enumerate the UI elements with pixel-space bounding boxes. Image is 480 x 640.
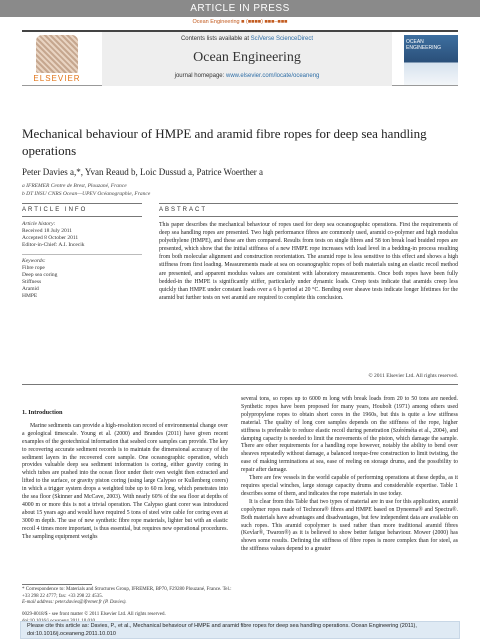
body-paragraph: Marine sediments can provide a high-resolution record of environmental change over a geological timescale. Young et al. (2000) and Brandes (2011) have given recent examples of the geotechnical information that seabed core samples can provide. The key to recovering accurate sediment records is to maintain the dimensional accuracy of the sediment layers in the recovered core sample. One oceanographic operation, which provides valuable deep sea sediment information is coring, either gravity coring in which tubes are pushed into the ocean floor under their own weight then extracted and lifted to the surface, or gravity piston coring (using large Calypso or Kullenberg corers) in which a trigger system drops a weighted tube up to 60 m long, which penetrates into the sea floor (Skinner and McCave, 2003). With nearly 60% of the sea floor at depths of 4000 m or more this is not a trivial operation. The Calypso giant corer was introduced about 15 years ago and would have required 5 tons of steel wire cable for coring even at 3000 m depth. The use of new synthetic fibre rope materials, lighter but with an elastic recoil 4 times more important, is thus essential, but requires new operational procedures. The sampling equipment weighs [22, 422, 228, 540]
body-paragraph: several tons, so ropes up to 6000 m long with break loads from 20 to 50 tons are needed. Synthetic ropes have been proposed for many years, Houbolt (1971) among others used polypropylene ropes to obtain short cores in the 1960s, but this is quite a low stiffness material. The quality of long core samples depends on the stiffness of the rope, higher stiffness is preferable to reduce elastic recoil during penetration (Széréméta et al., 2004), and damping capacity is needed to limit the movements of the piston, which damage the sample. There are other requirements for a handling rope however, notably the ability to bend over sheaves repeatedly without damage, a balanced torque-free construction to limit twisting, the ease of making terminations at sea, ease of reeling on storage drums, and the possibility to repair after damage. [241, 396, 458, 474]
accepted-date: Accepted 8 October 2011 [22, 235, 79, 241]
keyword: Stiffness [22, 279, 42, 285]
right-column [241, 396, 458, 554]
elsevier-logo [22, 35, 92, 85]
correspondence-footnote: * Correspondence to: Materials and Structures Group, IFREMER, BP70, F29280 Plouzané, France. Tel.: +33 298 22 4777; fax: +33 298 22 4535. [22, 587, 232, 599]
abstract-text: This paper describes the mechanical behaviour of ropes used for deep sea oceanographic operations. First the requirements of deep sea handling ropes are presented. Two high performance fibres are commonly used, aramid co-polymer and high modulus polyethylene (HMPE), and these are then compared. Results from tests on single fibres and 58 ton break load braided ropes are presented, which show that the initial stiffness of a new HMPE rope increases with load level in a bedding-in process resulting from both molecular alignment and construction reorientation. The aramid rope is less sensitive to this effect and shows a high stiffness from first loading. Measurements made at sea on oceanographic ropes of both materials using an elastic recoil method are presented, and apparent modulus values are consistent with laboratory measurements. Once both ropes have been fully bedded-in the HMPE is significantly stiffer, particularly under dynamic loads. Creep tests indicate that aramids creep less quickly than HMPE under constant loads over a 6 h period at 20 °C. Bending over sheave tests indicate longer lifetimes for the aramid but further tests on wet aramid are required to complete this conclusion. [159, 222, 458, 301]
author-list: Peter Davies a,*, Yvan Reaud b, Loic Dussud a, Patrice Woerther a [22, 167, 264, 177]
received-date: Received 18 July 2011 [22, 228, 73, 234]
editor-line: Editor-in-Chief: A.I. Incecik [22, 242, 85, 248]
keyword: Deep sea coring [22, 272, 58, 278]
info-divider [22, 254, 142, 255]
footnote-rule [22, 584, 92, 585]
affiliation-a: a IFREMER Centre de Brest, Plouzané, France [22, 183, 127, 189]
history-label: Article history: [22, 221, 56, 227]
elsevier-tree-icon [36, 35, 78, 73]
info-rule-top [22, 203, 142, 204]
cover-text: OCEAN ENGINEERING [406, 39, 442, 51]
article-history [22, 221, 142, 249]
abstract-heading: ABSTRACT [159, 207, 208, 213]
keywords-label: Keywords: [22, 258, 46, 264]
homepage-prefix: journal homepage: [174, 73, 226, 79]
contents-prefix: Contents lists available at [180, 36, 251, 42]
abstract-rule-bottom [159, 216, 458, 217]
journal-title: Ocean Engineering [193, 50, 301, 65]
contents-line [102, 36, 392, 42]
publisher-name: ELSEVIER [33, 74, 81, 83]
body-paragraph: It is clear from this Table that two types of material are in use for this application, aramid copolymer ropes made of Technora® fibres and HMPE based on Dyneema® and Spectra®. Both materials have advantages and disadvantages, but few independent data are available on such ropes. This aramid copolymer is used rather than more traditional aramid fibres (Kevlar®, Twaron®) as it is believed to show better fatigue behaviour. Mower (2000) has shown some results. Defining the stiffness of fibre ropes is more complex than for steel, as the stiffness values depend to a greater [241, 498, 458, 553]
keywords-block [22, 258, 142, 300]
homepage-line [102, 73, 392, 79]
section-heading-introduction: 1. Introduction [22, 409, 63, 416]
info-rule-bottom [22, 216, 142, 217]
article-info-heading: ARTICLE INFO [22, 207, 88, 213]
body-paragraph: There are few vessels in the world capable of performing operations at these depths, as it requires special winches, large storage capacity drums and considerable expertise. Table 1 describes some of them, and indicates the rope materials in use today. [241, 475, 458, 497]
article-in-press-banner: ARTICLE IN PRESS [0, 0, 480, 17]
copyright-line: © 2011 Elsevier Ltd. All rights reserved. [368, 373, 458, 379]
keyword: Fibre rope [22, 265, 45, 271]
abstract-end-rule [22, 384, 458, 385]
journal-masthead [22, 30, 458, 86]
email-footnote: E-mail address: peter.davies@ifremer.fr (P. Davies). [22, 600, 127, 605]
citation-box: Please cite this article as: Davies, P., et al., Mechanical behaviour of HMPE and aramid fibre ropes for deep sea handling operations. Ocean Engineering (2011), doi:10.1016/j.oceaneng.2011.10.010 [20, 621, 460, 639]
article-title: Mechanical behaviour of HMPE and aramid fibre ropes for deep sea handling operations [22, 126, 427, 158]
keyword: Aramid [22, 286, 39, 292]
sciencedirect-link[interactable]: SciVerse ScienceDirect [250, 36, 314, 42]
issn-line: 0029-8018/$ - see front matter © 2011 Elsevier Ltd. All rights reserved. [22, 612, 166, 617]
running-head: Ocean Engineering ■ (■■■■) ■■■–■■■ [192, 19, 288, 25]
journal-cover-thumbnail [404, 35, 458, 85]
affiliation-b: b DT INSU CNRS Ocean—UPEV Océanographie, France [22, 191, 151, 197]
abstract-rule-top [159, 203, 458, 204]
journal-homepage-link[interactable]: www.elsevier.com/locate/oceaneng [225, 73, 320, 79]
masthead-center [102, 32, 392, 86]
keyword: HMPE [22, 293, 38, 299]
left-column [22, 407, 228, 542]
